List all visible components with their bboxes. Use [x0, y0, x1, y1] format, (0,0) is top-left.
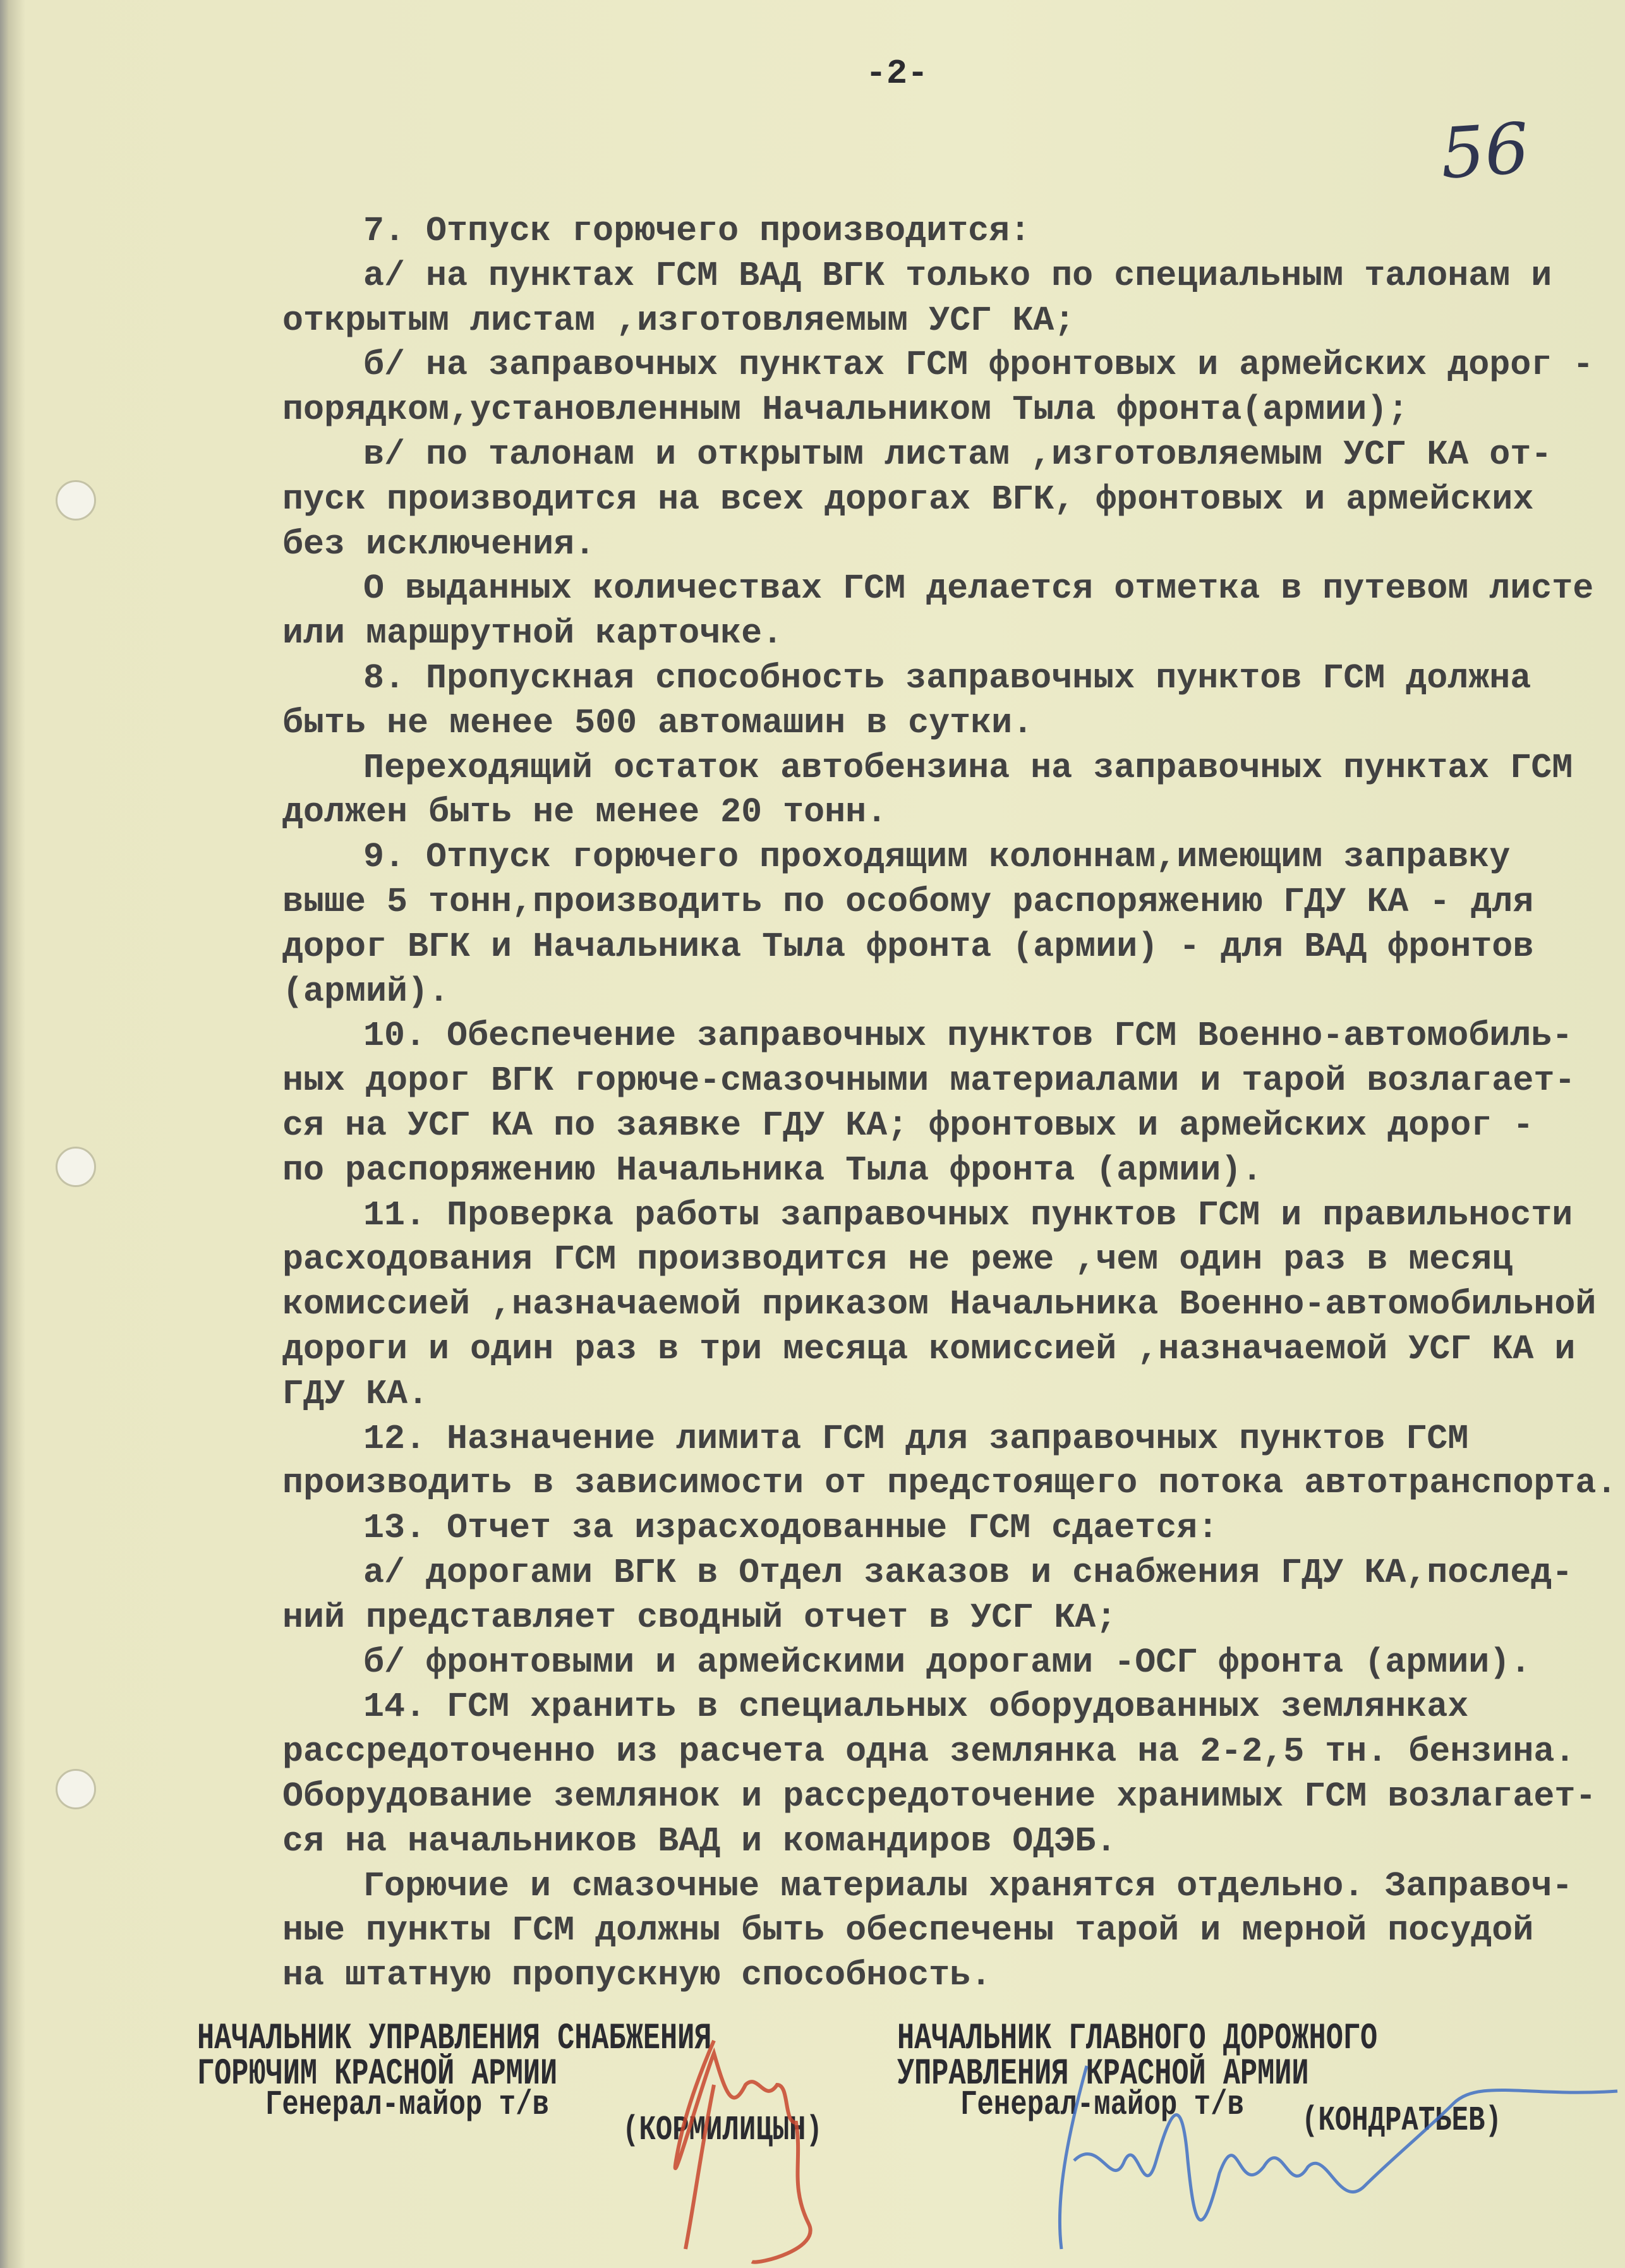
- signature-left-title-1: НАЧАЛЬНИК УПРАВЛЕНИЯ СНАБЖЕНИЯ: [197, 2018, 712, 2060]
- signature-right-rank: Генерал-майор т/в: [960, 2085, 1244, 2125]
- text-line: 10. Обеспечение заправочных пунктов ГСМ Военно-автомобиль-: [363, 1016, 1573, 1056]
- text-line: 14. ГСМ хранить в специальных оборудованных землянках: [363, 1687, 1469, 1727]
- text-line: ся на начальников ВАД и командиров ОДЭБ.: [282, 1821, 1117, 1861]
- text-line: дороги и один раз в три месяца комиссией ,назначаемой УСГ КА и: [282, 1329, 1576, 1369]
- text-line: 7. Отпуск горючего производится:: [363, 211, 1031, 251]
- text-line: на штатную пропускную способность.: [282, 1955, 992, 1996]
- text-line: ся на УСГ КА по заявке ГДУ КА; фронтовых и армейских дорог -: [282, 1106, 1534, 1145]
- text-line: б/ фронтовыми и армейскими дорогами -ОСГ фронта (армии).: [363, 1642, 1531, 1682]
- text-line: Горючие и смазочные материалы хранятся отдельно. Заправоч-: [363, 1866, 1573, 1906]
- text-line: ные пункты ГСМ должны быть обеспечены тарой и мерной посудой: [282, 1910, 1534, 1951]
- signature-kondratiev: [1060, 2066, 1617, 2249]
- signature-right-title-1: НАЧАЛЬНИК ГЛАВНОГО ДОРОЖНОГО: [897, 2018, 1378, 2060]
- text-line: порядком,установленным Начальником Тыла фронта(армии);: [282, 390, 1409, 430]
- text-line: а/ дорогами ВГК в Отдел заказов и снабжения ГДУ КА,послед-: [363, 1553, 1573, 1593]
- handwritten-folio-number: 56: [1437, 107, 1532, 195]
- text-line: б/ на заправочных пунктах ГСМ фронтовых и армейских дорог -: [363, 345, 1594, 385]
- signature-left-title-2: ГОРЮЧИМ КРАСНОЙ АРМИИ: [197, 2054, 558, 2095]
- signature-left-name: (КОРМИЛИЦЫН): [622, 2110, 823, 2150]
- text-line: 9. Отпуск горючего проходящим колоннам,имеющим заправку: [363, 837, 1511, 878]
- text-line: открытым листам ,изготовляемым УСГ КА;: [282, 300, 1075, 341]
- text-line: комиссией ,назначаемой приказом Начальника Военно-автомобильной: [282, 1284, 1597, 1325]
- text-line: (армий).: [282, 971, 450, 1011]
- text-line: по распоряжению Начальника Тыла фронта (армии).: [282, 1150, 1263, 1190]
- text-line: рассредоточенно из расчета одна землянка на 2-2,5 тн. бензина.: [282, 1732, 1576, 1772]
- text-line: пуск производится на всех дорогах ВГК, фронтовых и армейских: [282, 479, 1534, 519]
- text-line: Оборудование землянок и рассредоточение хранимых ГСМ возлагает-: [282, 1776, 1597, 1816]
- text-line: расходования ГСМ производится не реже ,чем один раз в месяц: [282, 1240, 1513, 1280]
- text-line: быть не менее 500 автомашин в сутки.: [282, 703, 1034, 743]
- text-line: 8. Пропускная способность заправочных пунктов ГСМ должна: [363, 658, 1531, 698]
- text-line: Переходящий остаток автобензина на заправочных пунктах ГСМ: [363, 747, 1573, 788]
- text-line: производить в зависимости от предстоящего потока автотранспорта.: [282, 1463, 1617, 1504]
- text-line: без исключения.: [282, 524, 596, 564]
- text-line: ГДУ КА.: [282, 1373, 429, 1414]
- text-line: или маршрутной карточке.: [282, 613, 783, 654]
- signature-right-name: (КОНДРАТЬЕВ): [1302, 2101, 1502, 2140]
- text-line: должен быть не менее 20 тонн.: [282, 792, 888, 833]
- text-line: 11. Проверка работы заправочных пунктов ГСМ и правильности: [363, 1195, 1573, 1235]
- text-line: 12. Назначение лимита ГСМ для заправочных пунктов ГСМ: [363, 1418, 1469, 1459]
- signature-left-rank: Генерал-майор т/в: [265, 2085, 549, 2125]
- text-line: дорог ВГК и Начальника Тыла фронта (армии) - для ВАД фронтов: [282, 926, 1534, 967]
- text-line: О выданных количествах ГСМ делается отметка в путевом листе: [363, 569, 1594, 609]
- text-line: в/ по талонам и открытым листам ,изготовляемым УСГ КА от-: [363, 435, 1552, 474]
- text-line: выше 5 тонн,производить по особому распоряжению ГДУ КА - для: [282, 882, 1534, 922]
- text-line: ний представляет сводный отчет в УСГ КА;: [282, 1597, 1117, 1638]
- text-line: 13. Отчет за израсходованные ГСМ сдается:: [363, 1508, 1219, 1548]
- text-line: ных дорог ВГК горюче-смазочными материалами и тарой возлагает-: [282, 1061, 1576, 1101]
- signature-right-title-2: УПРАВЛЕНИЯ КРАСНОЙ АРМИИ: [897, 2054, 1309, 2095]
- signature-kormilitsyn: [675, 2041, 811, 2262]
- page-number: -2-: [866, 54, 929, 93]
- text-line: а/ на пунктах ГСМ ВАД ВГК только по специальным талонам и: [363, 255, 1552, 296]
